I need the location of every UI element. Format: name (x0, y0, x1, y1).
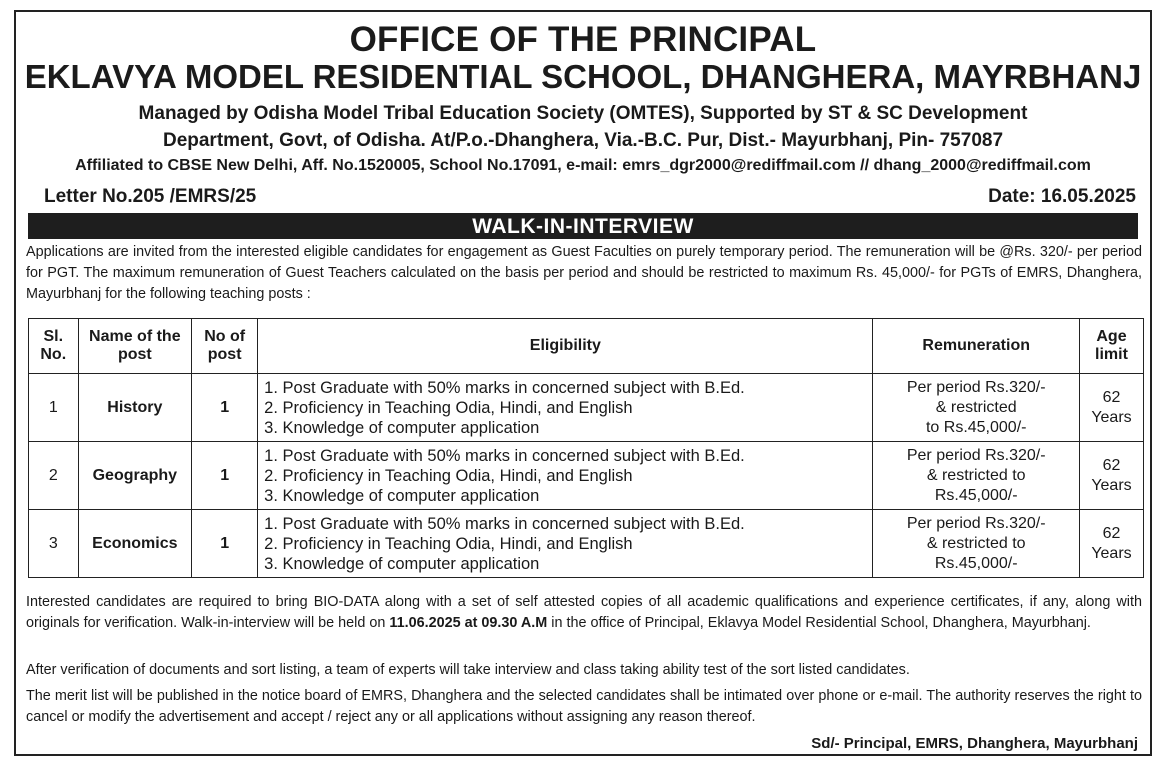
posts-table (28, 318, 1144, 578)
eligibility-line: 3. Knowledge of computer application (264, 486, 540, 505)
letter-date: Date: 16.05.2025 (988, 186, 1136, 207)
intro-paragraph: Applications are invited from the interested eligible candidates for engagement as Guest Faculties on purely temporary period. The remuneration will be @Rs. 320/- per period for PGT. The maximum remuneration of Guest Teachers calculated on the basis per period and should be restricted to maximum Rs. 45,000/- for PGTs of EMRS, Dhanghera, Mayurbhanj for the following teaching posts : (26, 244, 1142, 302)
cell-no-of-post: 1 (192, 442, 258, 510)
eligibility-line: 3. Knowledge of computer application (264, 554, 540, 573)
eligibility-line: 2. Proficiency in Teaching Odia, Hindi, and English (264, 534, 633, 553)
eligibility-line: 1. Post Graduate with 50% marks in concerned subject with B.Ed. (264, 378, 745, 397)
remuneration-line: Per period Rs.320/- (906, 378, 1046, 396)
header-remuneration: Remuneration (873, 319, 1079, 374)
address-line: Department, Govt, of Odisha. At/P.o.-Dhanghera, Via.-B.C. Pur, Dist.- Mayurbhanj, Pin- 757087 (162, 130, 1004, 151)
header-no-of-post: No of post (192, 319, 258, 374)
office-title: OFFICE OF THE PRINCIPAL (349, 20, 817, 59)
remuneration-line: to Rs.45,000/- (925, 418, 1027, 436)
cell-sl: 2 (29, 442, 79, 510)
header-eligibility: Eligibility (258, 319, 873, 374)
eligibility-line: 1. Post Graduate with 50% marks in concerned subject with B.Ed. (264, 514, 745, 533)
age-unit: Years (1091, 544, 1132, 562)
remuneration-line: Rs.45,000/- (934, 486, 1018, 504)
cell-no-of-post: 1 (192, 374, 258, 442)
eligibility-line: 1. Post Graduate with 50% marks in concerned subject with B.Ed. (264, 446, 745, 465)
cell-post-name: History (78, 374, 192, 442)
cell-eligibility (258, 442, 873, 510)
table-header-row (29, 319, 1144, 374)
remuneration-line: Per period Rs.320/- (906, 514, 1046, 532)
cell-sl: 1 (29, 374, 79, 442)
managed-by-line: Managed by Odisha Model Tribal Education Society (OMTES), Supported by ST & SC Development (138, 103, 1028, 124)
table-row (29, 442, 1144, 510)
cell-sl: 3 (29, 510, 79, 578)
instructions-text: Interested candidates are required to bring BIO-DATA along with a set of self attested copies of all academic qualifications and experience certificates, if any, along with originals for verification. Walk-in-interview will be held on (26, 594, 1142, 631)
cell-age-limit (1079, 442, 1143, 510)
eligibility-line: 2. Proficiency in Teaching Odia, Hindi, and English (264, 398, 633, 417)
verification-paragraph: After verification of documents and sort listing, a team of experts will take interview and class taking ability test of the sort listed candidates. (26, 662, 910, 678)
cell-remuneration (873, 442, 1079, 510)
header-sl-no: Sl. No. (29, 319, 79, 374)
cell-no-of-post: 1 (192, 510, 258, 578)
remuneration-line: & restricted to (926, 466, 1026, 484)
letter-number: Letter No.205 /EMRS/25 (44, 186, 257, 207)
school-title: EKLAVYA MODEL RESIDENTIAL SCHOOL, DHANGHERA, MAYRBHANJ (24, 58, 1142, 95)
header-name-of-post: Name of the post (78, 319, 192, 374)
eligibility-line: 3. Knowledge of computer application (264, 418, 540, 437)
age-value: 62 (1102, 524, 1121, 542)
signature: Sd/- Principal, EMRS, Dhanghera, Mayurbhanj (811, 735, 1138, 752)
header-age-limit: Age limit (1079, 319, 1143, 374)
cell-post-name: Geography (78, 442, 192, 510)
table-row (29, 510, 1144, 578)
affiliation-line: Affiliated to CBSE New Delhi, Aff. No.1520005, School No.17091, e-mail: emrs_dgr2000@rediffmail.com // dhang_2000@rediffmail.com (75, 157, 1091, 174)
cell-eligibility (258, 510, 873, 578)
age-unit: Years (1091, 476, 1132, 494)
remuneration-line: Rs.45,000/- (934, 554, 1018, 572)
cell-age-limit (1079, 374, 1143, 442)
cell-remuneration (873, 374, 1079, 442)
remuneration-line: & restricted (935, 398, 1017, 416)
cell-eligibility (258, 374, 873, 442)
remuneration-line: Per period Rs.320/- (906, 446, 1046, 464)
age-unit: Years (1091, 408, 1132, 426)
merit-list-paragraph: The merit list will be published in the notice board of EMRS, Dhanghera and the selected candidates shall be intimated over phone or e-mail. The authority reserves the right to cancel or modify the advertisement and accept / reject any or all applications without assigning any reason thereof. (26, 688, 1142, 725)
instructions-paragraph (26, 592, 1142, 634)
interview-datetime: 11.06.2025 at 09.30 A.M (389, 615, 548, 631)
cell-post-name: Economics (78, 510, 192, 578)
cell-age-limit (1079, 510, 1143, 578)
instructions-text-end: in the office of Principal, Eklavya Model Residential School, Dhanghera, Mayurbhanj. (547, 615, 1091, 631)
notice-frame (14, 10, 1152, 756)
table-row (29, 374, 1144, 442)
age-value: 62 (1102, 388, 1121, 406)
cell-remuneration (873, 510, 1079, 578)
remuneration-line: & restricted to (926, 534, 1026, 552)
eligibility-line: 2. Proficiency in Teaching Odia, Hindi, and English (264, 466, 633, 485)
age-value: 62 (1102, 456, 1121, 474)
walk-in-interview-banner: WALK-IN-INTERVIEW (28, 213, 1138, 239)
